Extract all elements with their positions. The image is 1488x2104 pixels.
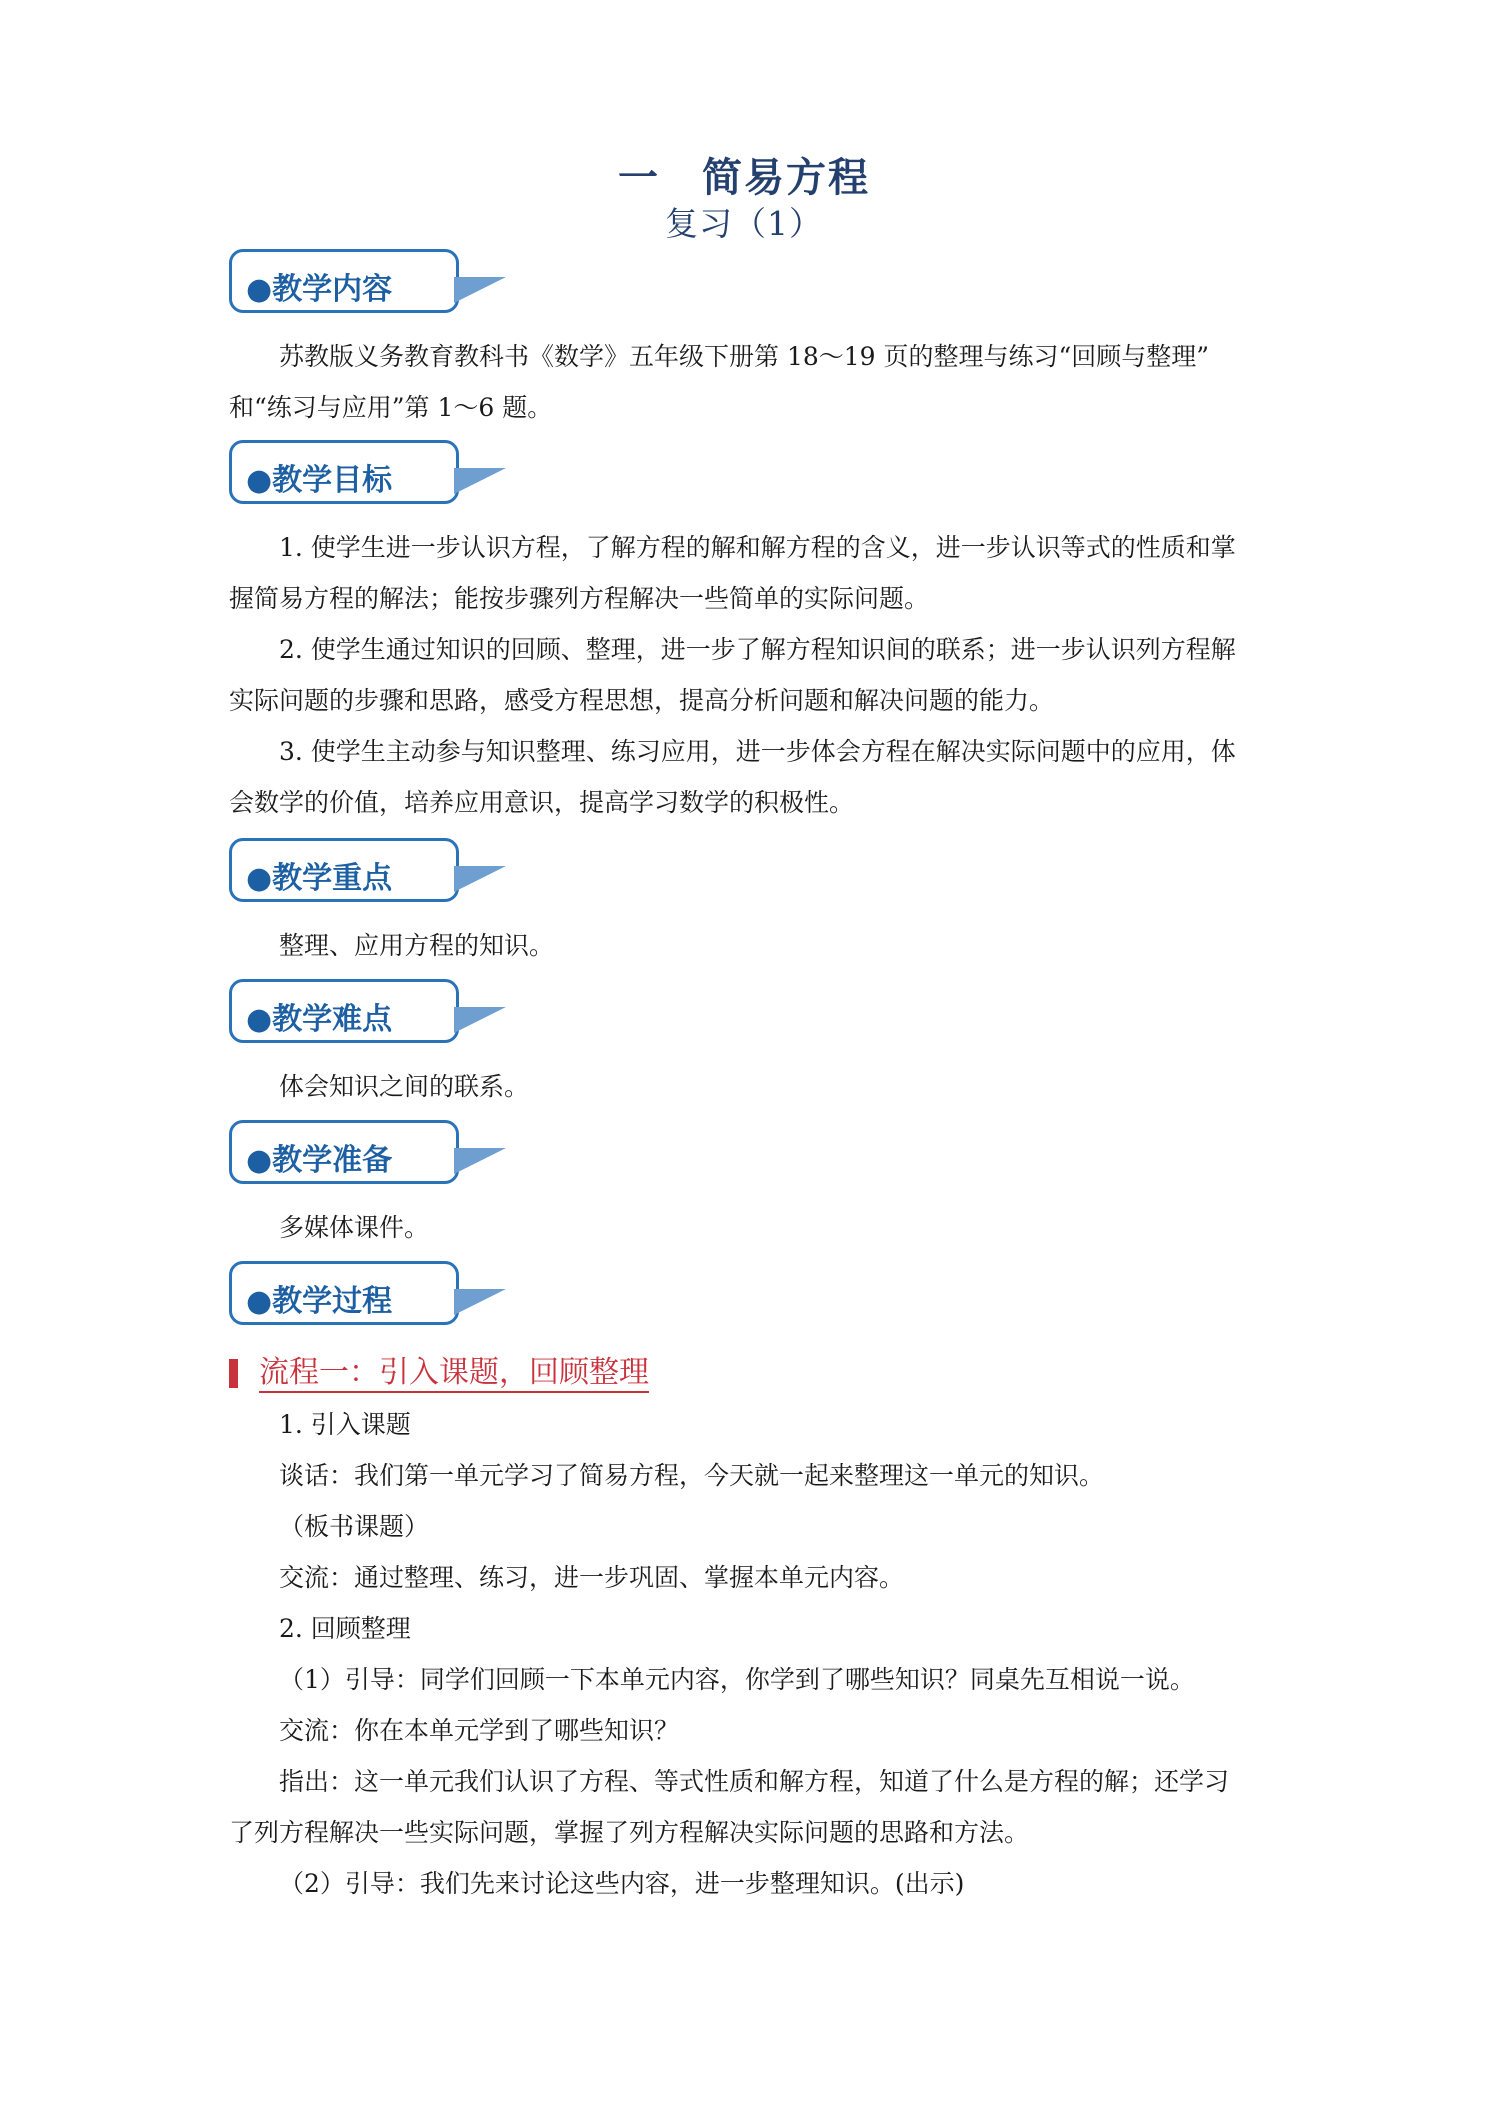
section-heading-label: ●教学难点: [246, 1002, 393, 1037]
section-heading-label: ●教学目标: [246, 463, 393, 498]
prep-paragraph: [229, 1202, 1269, 1253]
heading-arrow-icon: [454, 866, 514, 906]
heading-arrow-icon: [454, 468, 514, 508]
text-line: 整理、应用方程的知识。: [279, 931, 555, 960]
text-line: （2）引导：我们先来讨论这些内容，进一步整理知识。(出示): [279, 1869, 965, 1898]
text-line: 会数学的价值，培养应用意识，提高学习数学的积极性。: [229, 788, 855, 817]
text-line: 交流：通过整理、练习，进一步巩固、掌握本单元内容。: [279, 1563, 905, 1592]
section-heading-label: ●教学准备: [246, 1143, 393, 1178]
section-heading-content: [229, 249, 514, 319]
heading-arrow-icon: [454, 1148, 514, 1188]
page-subtitle: 复习（1）: [665, 204, 823, 243]
difficulty-paragraph: [229, 1061, 1269, 1112]
text-line: 谈话：我们第一单元学习了简易方程，今天就一起来整理这一单元的知识。: [279, 1461, 1105, 1490]
text-line: 和“练习与应用”第 1～6 题。: [229, 393, 553, 422]
section-heading-label: ●教学重点: [246, 861, 393, 896]
key-paragraph: [229, 920, 1269, 971]
flow-title: 流程一：引入课题，回顾整理: [259, 1355, 649, 1393]
section-heading-difficulty: [229, 979, 514, 1049]
flow-marker-bar: [229, 1359, 238, 1388]
text-line: 握简易方程的解法；能按步骤列方程解决一些简单的实际问题。: [229, 584, 930, 613]
text-line: （板书课题）: [279, 1512, 430, 1541]
goals-paragraph: [229, 522, 1269, 828]
section-heading-process: [229, 1261, 514, 1331]
content-paragraph: [229, 331, 1269, 433]
page-title: 一 简易方程: [618, 154, 870, 201]
section-heading-key: [229, 838, 514, 908]
heading-arrow-icon: [454, 1007, 514, 1047]
section-heading-prep: [229, 1120, 514, 1190]
text-line: 1. 引入课题: [279, 1410, 411, 1439]
section-heading-goals: [229, 440, 514, 510]
text-line: 指出：这一单元我们认识了方程、等式性质和解方程，知道了什么是方程的解；还学习: [279, 1767, 1230, 1796]
process-paragraph: [229, 1399, 1269, 1909]
text-line: 多媒体课件。: [279, 1213, 430, 1242]
text-line: 交流：你在本单元学到了哪些知识？: [279, 1716, 680, 1745]
section-heading-label: ●教学过程: [246, 1284, 393, 1319]
text-line: （1）引导：同学们回顾一下本单元内容，你学到了哪些知识？同桌先互相说一说。: [279, 1665, 1195, 1694]
text-line: 3. 使学生主动参与知识整理、练习应用，进一步体会方程在解决实际问题中的应用，体: [279, 737, 1236, 766]
text-line: 苏教版义务教育教科书《数学》五年级下册第 18～19 页的整理与练习“回顾与整理”: [279, 342, 1210, 371]
text-line: 2. 使学生通过知识的回顾、整理，进一步了解方程知识间的联系；进一步认识列方程解: [279, 635, 1236, 664]
text-line: 了列方程解决一些实际问题，掌握了列方程解决实际问题的思路和方法。: [229, 1818, 1030, 1847]
text-line: 体会知识之间的联系。: [279, 1072, 530, 1101]
heading-arrow-icon: [454, 1289, 514, 1329]
heading-arrow-icon: [454, 277, 514, 317]
text-line: 2. 回顾整理: [279, 1614, 411, 1643]
section-heading-label: ●教学内容: [246, 272, 393, 307]
text-line: 实际问题的步骤和思路，感受方程思想，提高分析问题和解决问题的能力。: [229, 686, 1055, 715]
text-line: 1. 使学生进一步认识方程，了解方程的解和解方程的含义，进一步认识等式的性质和掌: [279, 533, 1236, 562]
